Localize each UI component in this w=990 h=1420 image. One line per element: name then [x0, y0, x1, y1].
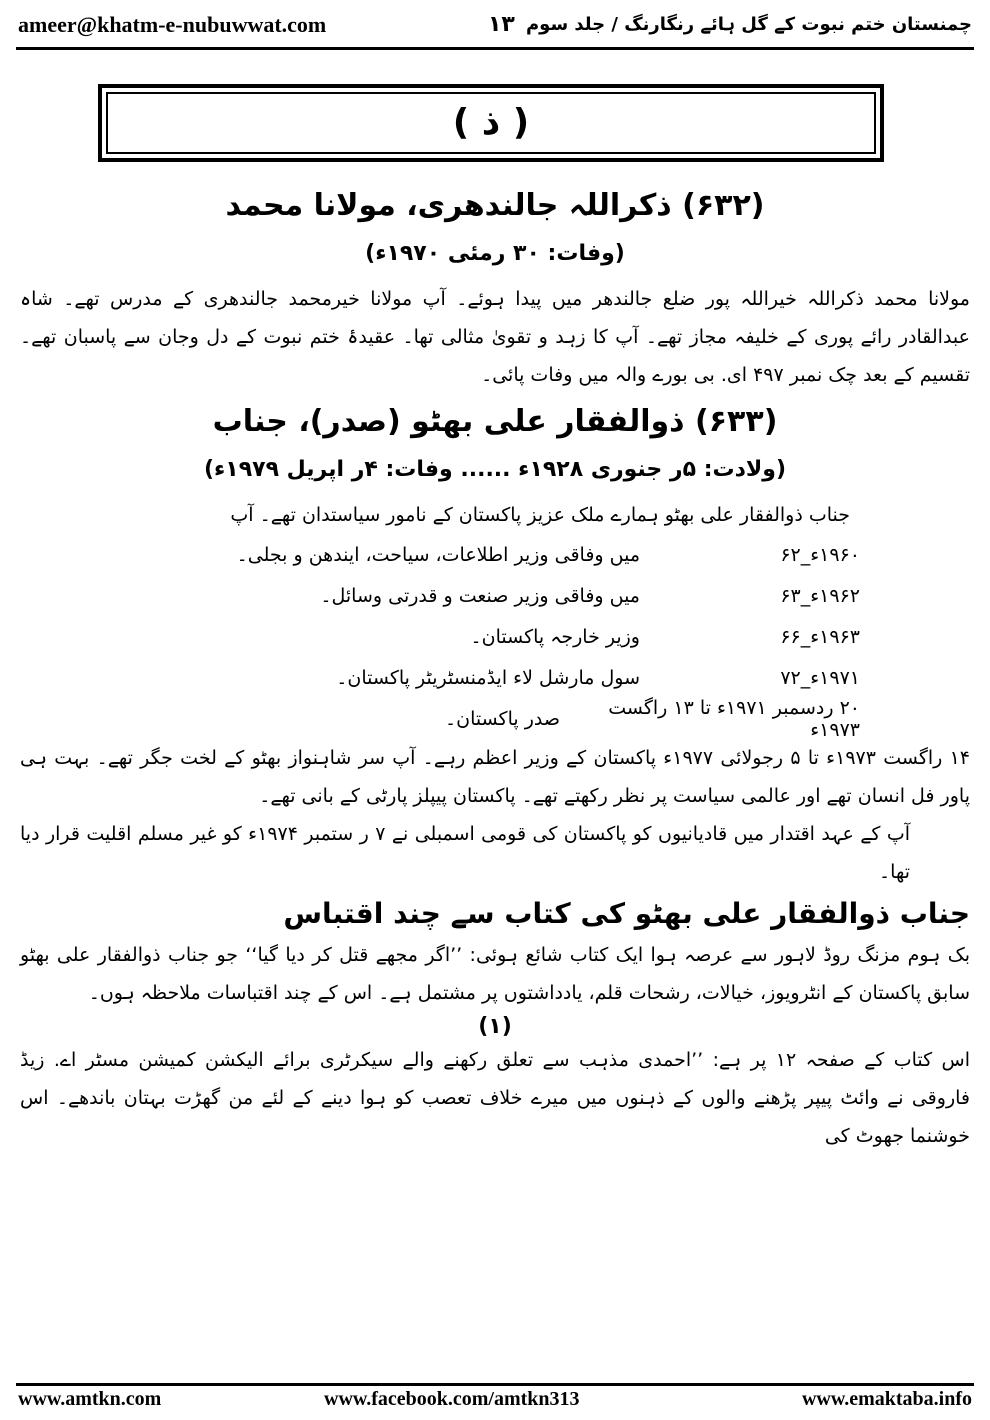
position-years: ۱۹۷۱ء_۷۲ [780, 666, 860, 689]
quotes-intro: بک ہوم مزنگ روڈ لاہور سے عرصہ ہوا ایک کتاب شائع ہوئی: ’’اگر مجھے قتل کر دیا گیا‘‘ جو جناب ذوالفقار علی بھٹو سابق پاکستان کے انٹرویوز، خیالات، رشحات قلم، یادداشتوں پر مشتمل ہے۔ اس کے چند اقتباسات ملاحظہ ہوں۔ [20, 944, 970, 1004]
book-title: چمنستان ختم نبوت کے گل ہائے رنگارنگ / جلد سوم [525, 14, 972, 35]
position-desc: میں وفاقی وزیر صنعت و قدرتی وسائل۔ [320, 584, 640, 607]
position-years: ۱۹۶۳ء_۶۶ [780, 625, 860, 648]
page-content [20, 180, 970, 1155]
footer-divider [16, 1383, 974, 1386]
position-desc: میں وفاقی وزیر اطلاعات، سیاحت، ایندھن و بجلی۔ [236, 543, 640, 566]
letter-heading: ( ذ ) [452, 102, 530, 143]
page-number: ۱۳ [488, 12, 515, 37]
entry-633-intro: جناب ذوالفقار علی بھٹو ہمارے ملک عزیز پاکستان کے نامور سیاستدان تھے۔ آپ [230, 504, 850, 526]
entry-633-note: آپ کے عہد اقتدار میں قادیانیوں کو پاکستان کی قومی اسمبلی نے ۷ ر ستمبر ۱۹۷۴ء کو غیر مسلم اقلیت قرار دیا تھا۔ [20, 823, 910, 883]
position-desc: وزیر خارجہ پاکستان۔ [470, 625, 640, 648]
footer-link-amtkn[interactable]: www.amtkn.com [18, 1388, 162, 1410]
position-years: ۱۹۶۲ء_۶۳ [780, 584, 860, 607]
page-footer [18, 1388, 972, 1414]
entry-633-dates: (ولادت: ۵ر جنوری ۱۹۲۸ء ...... وفات: ۴ر اپریل ۱۹۷۹ء) [203, 457, 787, 482]
footer-link-facebook[interactable]: www.facebook.com/amtkn313 [324, 1388, 580, 1410]
position-row [20, 657, 860, 698]
quotes-section-heading: جناب ذوالفقار علی بھٹو کی کتاب سے چند اقتباس [283, 897, 970, 930]
entry-633-title: (۶۳۳) ذوالفقار علی بھٹو (صدر)، جناب [212, 404, 778, 439]
position-years: ۲۰ ردسمبر ۱۹۷۱ء تا ۱۳ راگست ۱۹۷۳ء [608, 696, 860, 741]
header-divider [16, 47, 974, 50]
position-row [20, 698, 860, 739]
quote-text: اس کتاب کے صفحہ ۱۲ پر ہے: ’’احمدی مذہب سے تعلق رکھنے والے سیکرٹری برائے الیکشن کمیشن مسٹر اے. زیڈ فاروقی نے وائٹ پیپر پڑھنے والوں کے ذہنوں میں میرے خلاف تعصب کو ہوا دینے کے لئے من گھڑت بہتان باندھے۔ اس خوشنما جھوٹ کی [20, 1049, 970, 1147]
position-years: ۱۹۶۰ء_۶۲ [780, 543, 860, 566]
positions-list [20, 534, 970, 739]
position-desc: صدر پاکستان۔ [444, 707, 560, 730]
entry-632-title: (۶۳۲) ذکراللہ جالندھری، مولانا محمد [225, 188, 765, 223]
entry-632-body: مولانا محمد ذکراللہ خیراللہ پور ضلع جالندھر میں پیدا ہوئے۔ آپ مولانا خیرمحمد جالندھری کے مدرس تھے۔ شاہ عبدالقادر رائے پوری کے خلیفہ مجاز تھے۔ آپ کا زہد و تقویٰ مثالی تھا۔ عقیدۂ ختم نبوت کے دل وجان سے پاسبان تھے۔ تقسیم کے بعد چک نمبر ۴۹۷ ای. بی بورے والہ میں وفات پائی۔ [20, 288, 970, 386]
position-row [20, 616, 860, 657]
entry-632-dates: (وفات: ۳۰ رمئی ۱۹۷۰ء) [365, 241, 625, 266]
header-email[interactable]: ameer@khatm-e-nubuwwat.com [18, 12, 327, 37]
position-desc: سول مارشل لاء ایڈمنسٹریٹر پاکستان۔ [336, 666, 640, 689]
position-row [20, 534, 860, 575]
page-header [18, 12, 972, 46]
entry-633-body: ۱۴ راگست ۱۹۷۳ء تا ۵ رجولائی ۱۹۷۷ء پاکستان کے وزیر اعظم رہے۔ آپ سر شاہنواز بھٹو کے لخت جگر تھے۔ بہت ہی پاور فل انسان تھے اور عالمی سیاست پر نظر رکھتے تھے۔ پاکستان پیپلز پارٹی کے بانی تھے۔ [20, 747, 971, 807]
footer-link-emaktaba[interactable]: www.emaktaba.info [801, 1388, 972, 1410]
letter-heading-box [98, 84, 884, 162]
quote-number: (۱) [478, 1014, 512, 1039]
position-row [20, 575, 860, 616]
